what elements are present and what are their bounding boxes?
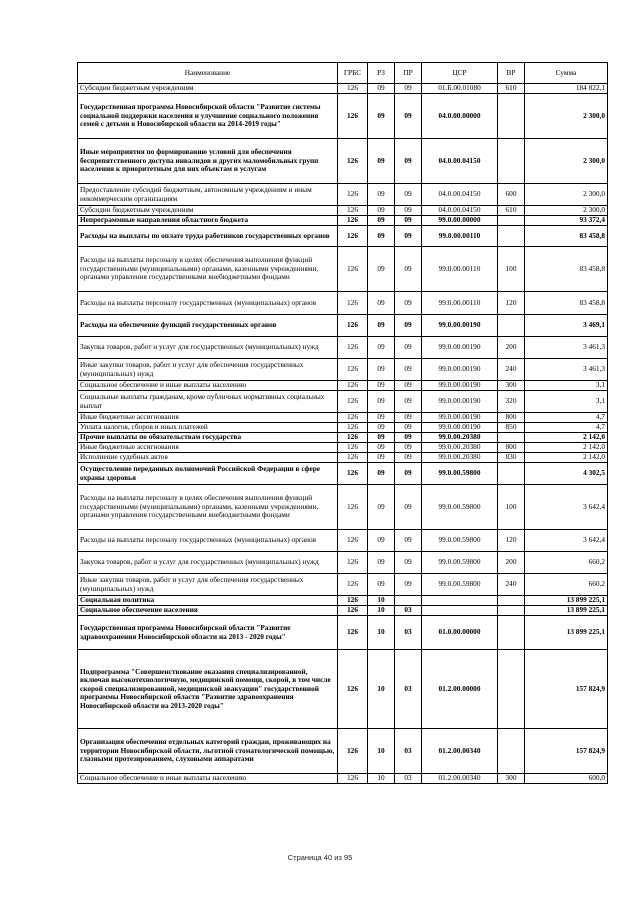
- cell-rz: 09: [368, 413, 395, 423]
- cell-vr: [498, 216, 525, 226]
- cell-rz: 09: [368, 552, 395, 574]
- cell-grbs: 126: [338, 616, 368, 650]
- cell-sum: 13 899 225,1: [525, 616, 608, 650]
- table-row: [78, 530, 608, 552]
- cell-vr: 610: [498, 206, 525, 216]
- cell-pr: 03: [395, 774, 422, 784]
- cell-rz: 09: [368, 247, 395, 292]
- cell-grbs: 126: [338, 574, 368, 596]
- cell-rz: 09: [368, 463, 395, 485]
- cell-grbs: 126: [338, 337, 368, 359]
- cell-rz: 09: [368, 485, 395, 530]
- header-name: Наименование: [78, 63, 338, 84]
- cell-name: Закупка товаров, работ и услуг для государственных (муниципальных) нужд: [78, 337, 338, 359]
- header-grbs: ГРБС: [338, 63, 368, 84]
- table-row: [78, 413, 608, 423]
- cell-name: Государственная программа Новосибирской области "Развитие здравоохранения Новосибирской области на 2013 - 2020 годы": [78, 616, 338, 650]
- table-body: [78, 84, 608, 784]
- cell-sum: 83 458,8: [525, 247, 608, 292]
- cell-rz: 09: [368, 94, 395, 139]
- cell-pr: 09: [395, 94, 422, 139]
- cell-name: Социальная политика: [78, 596, 338, 606]
- cell-rz: 09: [368, 453, 395, 463]
- cell-vr: 850: [498, 423, 525, 433]
- cell-rz: 09: [368, 423, 395, 433]
- cell-name: Прочие выплаты по обязательствам государства: [78, 433, 338, 443]
- cell-vr: [498, 433, 525, 443]
- cell-grbs: 126: [338, 184, 368, 206]
- cell-csr: 99.0.00.20380: [422, 433, 498, 443]
- cell-sum: 2 300,0: [525, 206, 608, 216]
- cell-pr: 09: [395, 530, 422, 552]
- cell-sum: 2 300,0: [525, 184, 608, 206]
- cell-name: Субсидии бюджетным учреждениям: [78, 206, 338, 216]
- page-footer: Страница 40 из 95: [287, 853, 353, 862]
- table-row: [78, 226, 608, 247]
- cell-pr: 09: [395, 247, 422, 292]
- cell-name: Организация обеспечения отдельных категорий граждан, проживающих на территории Новосибирской области, льготной стоматологической помощью, глазными протезированием, слуховыми аппаратами: [78, 729, 338, 774]
- cell-pr: 09: [395, 359, 422, 381]
- table-row: [78, 315, 608, 337]
- cell-rz: 10: [368, 606, 395, 616]
- cell-grbs: 126: [338, 443, 368, 453]
- cell-csr: 99.0.00.00110: [422, 292, 498, 315]
- table-row: [78, 596, 608, 606]
- cell-csr: 99.0.00.59800: [422, 530, 498, 552]
- table-row: [78, 139, 608, 184]
- cell-vr: 320: [498, 391, 525, 413]
- cell-rz: 09: [368, 433, 395, 443]
- cell-sum: 3,1: [525, 381, 608, 391]
- header-csr: ЦСР: [422, 63, 498, 84]
- cell-grbs: 126: [338, 423, 368, 433]
- cell-pr: 09: [395, 139, 422, 184]
- cell-csr: [422, 606, 498, 616]
- cell-csr: 99.0.00.00190: [422, 337, 498, 359]
- cell-grbs: 126: [338, 485, 368, 530]
- cell-csr: 01.0.00.00000: [422, 616, 498, 650]
- cell-sum: 4,7: [525, 423, 608, 433]
- cell-pr: 09: [395, 443, 422, 453]
- table-row: [78, 485, 608, 530]
- cell-grbs: 126: [338, 453, 368, 463]
- cell-name: Социальные выплаты гражданам, кроме публичных нормативных социальных выплат: [78, 391, 338, 413]
- cell-grbs: 126: [338, 216, 368, 226]
- cell-pr: 03: [395, 606, 422, 616]
- table-row: [78, 423, 608, 433]
- table-header-row: [78, 63, 608, 84]
- cell-name: Государственная программа Новосибирской области "Развитие системы социальной поддержки населения и улучшение социального положения семей с детьми в Новосибирской области на 2014-2019 годы": [78, 94, 338, 139]
- cell-name: Осуществление переданных полномочий Российской Федерации в сфере охраны здоровья: [78, 463, 338, 485]
- cell-rz: 09: [368, 391, 395, 413]
- cell-pr: 09: [395, 574, 422, 596]
- cell-sum: 660,2: [525, 552, 608, 574]
- cell-grbs: 126: [338, 391, 368, 413]
- table-row: [78, 94, 608, 139]
- cell-sum: 13 899 225,1: [525, 606, 608, 616]
- cell-csr: 99.0.00.00190: [422, 413, 498, 423]
- cell-name: Расходы на выплаты персоналу государственных (муниципальных) органов: [78, 530, 338, 552]
- table-row: [78, 552, 608, 574]
- cell-pr: 03: [395, 616, 422, 650]
- cell-pr: 09: [395, 391, 422, 413]
- cell-rz: 09: [368, 381, 395, 391]
- cell-pr: 09: [395, 184, 422, 206]
- cell-vr: 200: [498, 552, 525, 574]
- cell-csr: 01.2.00.00340: [422, 774, 498, 784]
- cell-sum: 4 302,5: [525, 463, 608, 485]
- cell-sum: 4,7: [525, 413, 608, 423]
- cell-pr: 09: [395, 453, 422, 463]
- cell-grbs: 126: [338, 139, 368, 184]
- cell-csr: 01.2.00.00000: [422, 650, 498, 729]
- cell-rz: 10: [368, 616, 395, 650]
- cell-csr: 04.0.00.04150: [422, 139, 498, 184]
- cell-pr: 09: [395, 226, 422, 247]
- cell-grbs: 126: [338, 315, 368, 337]
- cell-vr: [498, 139, 525, 184]
- cell-csr: 99.0.00.00190: [422, 381, 498, 391]
- cell-vr: 100: [498, 247, 525, 292]
- cell-name: Социальное обеспечение и иные выплаты населению: [78, 381, 338, 391]
- cell-name: Закупка товаров, работ и услуг для государственных (муниципальных) нужд: [78, 552, 338, 574]
- cell-name: Исполнение судебных актов: [78, 453, 338, 463]
- cell-rz: 09: [368, 530, 395, 552]
- cell-sum: 3 642,4: [525, 485, 608, 530]
- cell-rz: 09: [368, 574, 395, 596]
- table-row: [78, 606, 608, 616]
- cell-pr: [395, 596, 422, 606]
- cell-csr: 99.0.00.00190: [422, 423, 498, 433]
- cell-name: Социальное обеспечение и иные выплаты населению: [78, 774, 338, 784]
- cell-vr: 200: [498, 337, 525, 359]
- cell-grbs: 126: [338, 84, 368, 94]
- cell-rz: 09: [368, 315, 395, 337]
- cell-name: Иные закупки товаров, работ и услуг для обеспечения государственных (муниципальных) нужд: [78, 574, 338, 596]
- cell-vr: [498, 596, 525, 606]
- cell-csr: 99.0.00.00190: [422, 359, 498, 381]
- table-row: [78, 337, 608, 359]
- cell-pr: 09: [395, 413, 422, 423]
- cell-grbs: 126: [338, 463, 368, 485]
- cell-name: Подпрограмма "Совершенствование оказания специализированной, включая высокотехнологичную, медицинской помощи, скорой, в том числе скорой специализированной, медицинской эвакуации" государственной программы Новосибирской области "Развитие здравоохранения Новосибирской области на 2013-2020 годы": [78, 650, 338, 729]
- cell-rz: 10: [368, 596, 395, 606]
- cell-csr: 04.0.00.04150: [422, 184, 498, 206]
- table-row: [78, 433, 608, 443]
- cell-vr: 100: [498, 485, 525, 530]
- cell-csr: 01.2.00.00340: [422, 729, 498, 774]
- cell-pr: 09: [395, 485, 422, 530]
- cell-csr: 99.0.00.20380: [422, 443, 498, 453]
- cell-sum: 2 142,0: [525, 453, 608, 463]
- cell-vr: 120: [498, 530, 525, 552]
- cell-name: Иные бюджетные ассигнования: [78, 443, 338, 453]
- cell-vr: 120: [498, 292, 525, 315]
- cell-grbs: 126: [338, 381, 368, 391]
- cell-pr: 09: [395, 216, 422, 226]
- cell-csr: 99.0.00.20380: [422, 453, 498, 463]
- table-row: [78, 381, 608, 391]
- cell-csr: 99.0.00.59800: [422, 485, 498, 530]
- cell-vr: 300: [498, 381, 525, 391]
- cell-pr: 09: [395, 552, 422, 574]
- cell-vr: [498, 729, 525, 774]
- cell-vr: 610: [498, 84, 525, 94]
- cell-grbs: 126: [338, 94, 368, 139]
- header-pr: ПР: [395, 63, 422, 84]
- cell-sum: 13 899 225,1: [525, 596, 608, 606]
- cell-rz: 09: [368, 184, 395, 206]
- cell-pr: 09: [395, 337, 422, 359]
- cell-name: Предоставление субсидий бюджетным, автономным учреждениям и иным некоммерческим организациям: [78, 184, 338, 206]
- cell-name: Уплата налогов, сборов и иных платежей: [78, 423, 338, 433]
- cell-grbs: 126: [338, 226, 368, 247]
- cell-grbs: 126: [338, 359, 368, 381]
- cell-vr: [498, 606, 525, 616]
- cell-rz: 09: [368, 359, 395, 381]
- cell-grbs: 126: [338, 650, 368, 729]
- budget-table-page: [77, 62, 607, 784]
- cell-grbs: 126: [338, 433, 368, 443]
- cell-name: Расходы на выплаты по оплате труда работников государственных органов: [78, 226, 338, 247]
- cell-csr: 99.0.00.00110: [422, 247, 498, 292]
- cell-csr: 99.0.00.00190: [422, 391, 498, 413]
- cell-sum: 157 824,9: [525, 650, 608, 729]
- cell-grbs: 126: [338, 292, 368, 315]
- cell-vr: 800: [498, 413, 525, 423]
- cell-sum: 83 458,8: [525, 292, 608, 315]
- cell-pr: 09: [395, 463, 422, 485]
- cell-vr: [498, 650, 525, 729]
- cell-sum: 3 461,3: [525, 337, 608, 359]
- cell-rz: 09: [368, 226, 395, 247]
- table-row: [78, 616, 608, 650]
- cell-rz: 09: [368, 443, 395, 453]
- cell-name: Иные бюджетные ассигнования: [78, 413, 338, 423]
- table-row: [78, 359, 608, 381]
- cell-sum: 600,0: [525, 774, 608, 784]
- cell-rz: 09: [368, 216, 395, 226]
- cell-csr: 99.0.00.00190: [422, 315, 498, 337]
- table-row: [78, 84, 608, 94]
- cell-grbs: 126: [338, 552, 368, 574]
- cell-pr: 09: [395, 423, 422, 433]
- cell-sum: 157 824,9: [525, 729, 608, 774]
- cell-csr: 04.0.00.00000: [422, 94, 498, 139]
- table-row: [78, 206, 608, 216]
- cell-csr: 99.0.00.00000: [422, 216, 498, 226]
- cell-rz: 10: [368, 729, 395, 774]
- cell-name: Субсидии бюджетным учреждениям: [78, 84, 338, 94]
- cell-vr: [498, 463, 525, 485]
- table-row: [78, 184, 608, 206]
- cell-vr: 600: [498, 184, 525, 206]
- cell-name: Социальное обеспечение населения: [78, 606, 338, 616]
- cell-pr: 09: [395, 84, 422, 94]
- cell-rz: 09: [368, 139, 395, 184]
- table-row: [78, 247, 608, 292]
- cell-grbs: 126: [338, 206, 368, 216]
- cell-vr: [498, 94, 525, 139]
- cell-rz: 09: [368, 337, 395, 359]
- table-row: [78, 650, 608, 729]
- cell-rz: 09: [368, 206, 395, 216]
- cell-name: Расходы на выплаты персоналу в целях обеспечения выполнения функций государственными (муниципальными) органами, казенными учреждениями, органами управления государственными внебюджетными фондами: [78, 247, 338, 292]
- header-rz: РЗ: [368, 63, 395, 84]
- table-row: [78, 216, 608, 226]
- cell-pr: 03: [395, 650, 422, 729]
- cell-csr: 99.0.00.59800: [422, 463, 498, 485]
- cell-pr: 09: [395, 315, 422, 337]
- table-row: [78, 453, 608, 463]
- cell-csr: 04.0.00.04150: [422, 206, 498, 216]
- cell-csr: 99.0.00.59800: [422, 552, 498, 574]
- table-row: [78, 463, 608, 485]
- cell-vr: 800: [498, 443, 525, 453]
- cell-vr: 300: [498, 774, 525, 784]
- cell-grbs: 126: [338, 413, 368, 423]
- cell-sum: 3 642,4: [525, 530, 608, 552]
- table-row: [78, 774, 608, 784]
- cell-name: Непрограммные направления областного бюджета: [78, 216, 338, 226]
- table-row: [78, 729, 608, 774]
- cell-rz: 09: [368, 84, 395, 94]
- cell-sum: 184 822,1: [525, 84, 608, 94]
- cell-csr: 99.0.00.59800: [422, 574, 498, 596]
- cell-sum: 660,2: [525, 574, 608, 596]
- cell-sum: 2 142,0: [525, 433, 608, 443]
- cell-csr: 01.Б.00.01080: [422, 84, 498, 94]
- table-row: [78, 292, 608, 315]
- cell-sum: 2 142,0: [525, 443, 608, 453]
- cell-pr: 09: [395, 206, 422, 216]
- cell-grbs: 126: [338, 530, 368, 552]
- cell-vr: 240: [498, 359, 525, 381]
- cell-sum: 2 300,0: [525, 94, 608, 139]
- header-sum: Сумма: [525, 63, 608, 84]
- cell-pr: 09: [395, 292, 422, 315]
- cell-rz: 10: [368, 650, 395, 729]
- cell-rz: 09: [368, 292, 395, 315]
- cell-pr: 03: [395, 729, 422, 774]
- cell-grbs: 126: [338, 596, 368, 606]
- cell-grbs: 126: [338, 774, 368, 784]
- cell-name: Иные мероприятия по формированию условий для обеспечения беспрепятственного доступа инвалидов и других маломобильных групп населения к приоритетным для них объектам и услугам: [78, 139, 338, 184]
- cell-name: Расходы на выплаты персоналу в целях обеспечения выполнения функций государственными (муниципальными) органами, казенными учреждениями, органами управления государственными внебюджетными фондами: [78, 485, 338, 530]
- table-row: [78, 391, 608, 413]
- cell-name: Расходы на обеспечение функций государственных органов: [78, 315, 338, 337]
- cell-sum: 3 469,1: [525, 315, 608, 337]
- cell-sum: 2 300,0: [525, 139, 608, 184]
- cell-grbs: 126: [338, 247, 368, 292]
- cell-vr: [498, 315, 525, 337]
- cell-vr: 240: [498, 574, 525, 596]
- cell-pr: 09: [395, 381, 422, 391]
- cell-rz: 10: [368, 774, 395, 784]
- cell-sum: 3 461,3: [525, 359, 608, 381]
- cell-pr: 09: [395, 433, 422, 443]
- cell-sum: 83 458,8: [525, 226, 608, 247]
- cell-grbs: 126: [338, 606, 368, 616]
- cell-grbs: 126: [338, 729, 368, 774]
- cell-csr: [422, 596, 498, 606]
- cell-vr: [498, 616, 525, 650]
- table-row: [78, 443, 608, 453]
- cell-name: Расходы на выплаты персоналу государственных (муниципальных) органов: [78, 292, 338, 315]
- cell-name: Иные закупки товаров, работ и услуг для обеспечения государственных (муниципальных) нужд: [78, 359, 338, 381]
- budget-table: [77, 62, 608, 784]
- header-vr: ВР: [498, 63, 525, 84]
- cell-vr: [498, 226, 525, 247]
- cell-sum: 93 372,4: [525, 216, 608, 226]
- cell-sum: 3,1: [525, 391, 608, 413]
- cell-csr: 99.0.00.00110: [422, 226, 498, 247]
- cell-vr: 830: [498, 453, 525, 463]
- table-row: [78, 574, 608, 596]
